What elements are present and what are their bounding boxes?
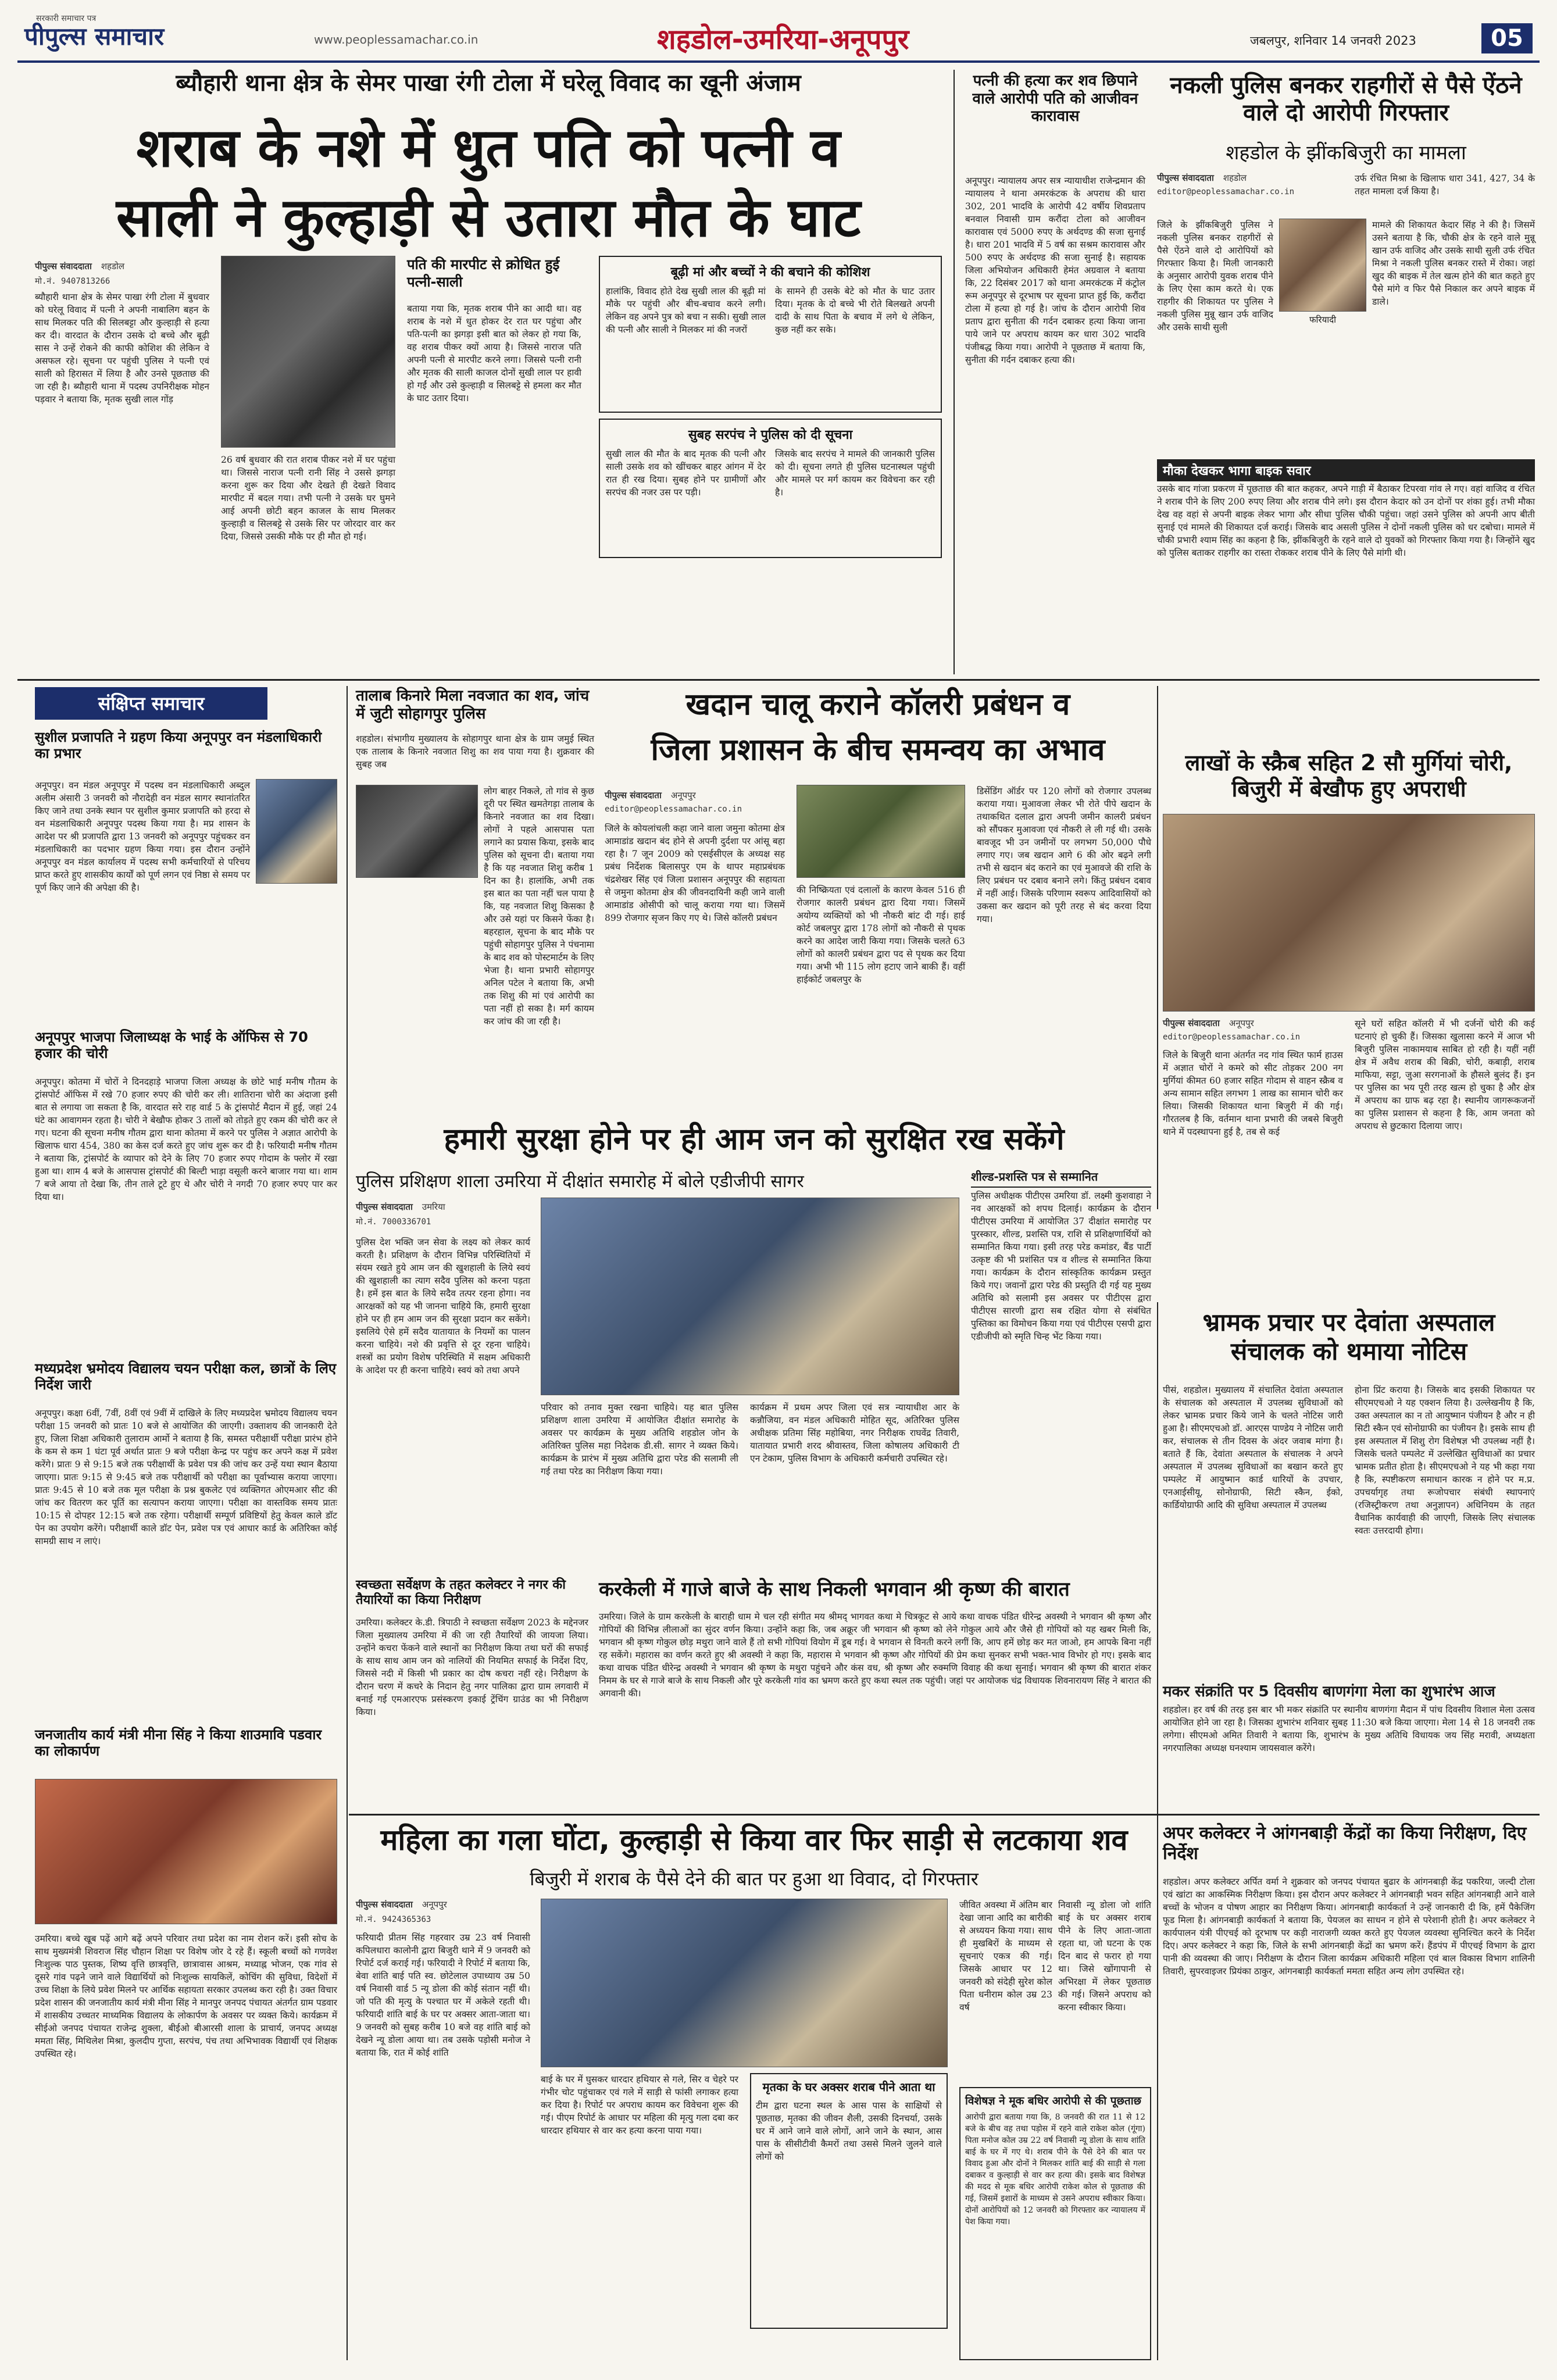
- byline-name: पीपुल्स संवाददाता: [605, 790, 662, 801]
- fair-head[interactable]: मकर संक्रांति पर 5 दिवसीय बाणगंगा मेला का शुभारंभ आज: [1163, 1683, 1495, 1700]
- masthead-rule: [17, 60, 1540, 63]
- colliery-email[interactable]: editor@peoplessamachar.co.in: [605, 805, 742, 814]
- pond-photo: [356, 785, 478, 878]
- box-2-text-a: सुखी लाल की मौत के बाद मृतक की पत्नी और साली उसके शव को खींचकर बाहर आंगन में देर रात ही रख दिया। सुबह होने पर ग्रामीणों और सरपंच की नजर उस पर पड़ी।: [606, 449, 766, 498]
- security-col-3: कार्यक्रम में प्रथम अपर जिला एवं सत्र न्यायाधीश आर के कन्नौजिया, वन मंडल अधिकारी मोहित सूद, अतिरिक्त पुलिस अधीक्षक प्रतिमा सिंह महोबिया, नगर निरीक्षक राघवेंद्र तिवारी, यातायात प्रभारी शरद श्रीवास्तव, जिला कोषालय अधिकारी टी एन टेकाम, पुलिस विभाग के अधिकारी कर्मचारी उपस्थित रहे।: [750, 1402, 959, 1464]
- lead-col-2: 26 वर्ष बुधवार की रात शराब पीकर नशे में घर पहुंचा था। जिससे नाराज पत्नी रानी सिंह ने उससे झगड़ा करना शुरू कर दिया और देखते ही देखते विवाद मारपीट में बदल गया। तभी पत्नी ने उसके घर घुमने आई अपनी छोटी बहन काजल के साथ मिलकर कुल्हाड़ी व सिलबट्टे से उसके सिर पर जोरदार वार कर दिया, जिससे उसकी मौके पर ही मौत हो गई।: [221, 455, 395, 542]
- lead-box-1: [599, 256, 942, 413]
- women-head[interactable]: महिला का गला घोंटा, कुल्हाड़ी से किया वार फिर साड़ी से लटकाया शव: [380, 1823, 1128, 1857]
- pond-head[interactable]: तालाब किनारे मिला नवजात का शव, जांच में जुटी सोहागपुर पुलिस: [356, 687, 590, 723]
- chicken-email[interactable]: editor@peoplessamachar.co.in: [1163, 1032, 1301, 1042]
- fake-police-col-a: उर्फ रंचित मिश्रा के खिलाफ धारा 341, 427, 34 के तहत मामला दर्ज किया है।: [1355, 173, 1535, 196]
- women-byline: [356, 1899, 530, 1910]
- website-url[interactable]: www.peoplessamachar.co.in: [314, 33, 478, 47]
- column-divider: [1157, 686, 1158, 1209]
- anganwadi-head[interactable]: अपर कलेक्टर ने आंगनबाड़ी केंद्रों का किया निरीक्षण, दिए निर्देश: [1163, 1823, 1527, 1864]
- edition-date: जबलपुर, शनिवार 14 जनवरी 2023: [1250, 34, 1416, 48]
- box-1-text-b: के सामने ही उसके बेटे को मौत के घाट उतार दिया। मृतक के दो बच्चे भी रोते बिलखते अपनी दादी के साथ पिता के बचाव में लगे थे लेकिन, कुछ नहीं कर सके।: [775, 286, 935, 335]
- lead-headline-1[interactable]: शराब के नशे में धुत पति को पत्नी व: [136, 117, 841, 179]
- brief-4-head[interactable]: जनजातीय कार्य मंत्री मीना सिंह ने किया शाउमावि पडवार का लोकार्पण: [35, 1727, 322, 1760]
- section-rule: [349, 1814, 1540, 1816]
- lead-headline-2[interactable]: साली ने कुल्हाड़ी से उतारा मौत के घाट: [116, 187, 861, 249]
- swachh-head[interactable]: स्वच्छता सर्वेक्षण के तहत कलेक्टर ने नगर की तैयारियों का किया निरीक्षण: [356, 1578, 566, 1607]
- colliery-col-1: जिले के कोयलांचली कहा जाने वाला जमुना कोतमा क्षेत्र आमाडांड खदान बंद होने से अपनी दुर्दशा पर आंसू बहा रहा है। 7 जून 2009 को एसईसीएल के अध्यक्ष सह प्रबंध निर्देशक बिलासपुर एम के थापर महाप्रबंधक चंद्रशेखर सिंह एवं जिला प्रशासन अनूपपुर की सहायता से जमुना कोतमा क्षेत्र की जीवनदायिनी कही जाने वाली आमाडांड ओसीपी को चालू कराया गया था। जिसमें 899 रोजगार सृजन किए गए थे। जिसे कॉलरी प्रबंधन: [605, 823, 785, 923]
- brief-3-body: अनूपपुर। कक्षा 6वीं, 7वीं, 8वीं एवं 9वीं में दाखिले के लिए मध्यप्रदेश भ्रमोदय विद्यालय चयन परीक्षा 15 जनवरी को प्रातः 10 बजे से आयोजित की जाएगी। उक्ताशय की जानकारी देते हुए, जिला शिक्षा अधिकारी तुलाराम आर्मो ने बताया है कि, समस्त परीक्षार्थी परीक्षा प्रारंभ होने के कम से कम 1 घंटा पूर्व अर्थात प्रातः 9 बजे परीक्षा केन्द्र पर पहुंच कर अपने कक्ष में प्रवेश करेंगे। प्रातः 9 से 9:15 बजे तक परीक्षार्थी के प्रवेश पत्र की जांच कर उन्हें यथा स्थान बैठाया जाएगा। प्रातः 9:15 से 9:45 बजे तक परीक्षार्थी को परीक्षा का पूर्वाभ्यास कराया जाएगा। प्रातः 9:45 से 10 बजे तक मूल परीक्षा के प्रश्न बुकलेट एवं व्यक्तिगत ओएमआर सीट की जांच कर वितरण कर पूर्ति का सत्यापन कराया जाएगा। परीक्षा का वास्तविक समय प्रातः 10:15 से दोपहर 12:15 बजे तक रहेगा। परीक्षार्थी सम्पूर्ण प्रविष्टियों हेतु केवल काले डॉट पेन का उपयोग करेंगे। परीक्षार्थी काले डॉट पेन, प्रवेश पत्र एवं आधार कार्ड के अतिरिक्त कोई सामग्री साथ न लाएं।: [35, 1408, 337, 1546]
- logo-text: पीपुल्स समाचार: [24, 22, 165, 51]
- chicken-byline: [1163, 1017, 1349, 1029]
- brief-3-head[interactable]: मध्यप्रदेश भ्रमोदय विद्यालय चयन परीक्षा कल, छात्रों के लिए निर्देश जारी: [35, 1360, 337, 1393]
- lead-col-3: बताया गया कि, मृतक शराब पीने का आदी था। वह शराब के नशे में धुत होकर देर रात घर पहुंचा और पति-पत्नी का झगड़ा इसी बात को लेकर हो गया कि, वह शराब पीकर क्यों आया है। जिससे नाराज पति अपनी पत्नी से मारपीट करने लगा। जिससे पत्नी रानी और मृतक की साली काजल दोनों सुखी लाल पर हावी हो गईं और उसे कुल्हाड़ी व सिलबट्टे से हमला कर मौत के घाट उतार दिया।: [407, 303, 581, 403]
- box-1-text-a: हालांकि, विवाद होते देख सुखी लाल की बूढ़ी मां मौके पर पहुंची और बीच-बचाव करने लगी। लेकिन वह अपने पुत्र को बचा न सकी। सुखी लाल की पत्नी और साली ने मिलकर मां की नजरों: [606, 286, 766, 335]
- lead-photo: [221, 256, 395, 448]
- chicken-col-1: जिले के बिजुरी थाना अंतर्गत नद गांव स्थित फार्म हाउस में अज्ञात चोरों ने कमरे को सीट तोड़कर 200 नग मुर्गियां कीमत 60 हजार सहित गोदाम से वाहन स्क्रैब व अन्य सामान सहित लगभग 1 लाख का सामान चोरी कर लिया। जिसकी शिकायत थाना बिजुरी में की गई। गौरतलब है कि, वर्तमान थाना प्रभारी की जबसे बिजुरी थाने में पदस्थापना हुई है, तब से कई: [1163, 1050, 1343, 1137]
- security-mobile: मो.नं. 7000336701: [356, 1217, 431, 1227]
- brief-4-photo: [35, 1779, 337, 1924]
- colliery-col-3: डिसेंडिंग ऑर्डर पर 120 लोगों को रोजगार उपलब्ध कराया गया। मुआवजा लेकर भी रोते पीपे खदान के तथाकथित दलाल द्वारा अपनी जमीन कालरी प्रबंधन को सौंपकर मुआवजा एवं नौकरी ले ली गई थी। उसके बावजूद भी उन जमीनों पर लगभग 50,000 पौधे लगाए गए। जब खदान आगे 6 की ओर बढ़ने लगी तभी से खदान बंद कराने का एवं मुआवजे की राशि के लिए प्रबंधन पर दबाव बनाने लगे। किंतु प्रबंधन दबाव में नहीं आई। जिसके परिणाम स्वरूप आदिवासियों को उकसा कर खदान को पूरी तरह से बंद करवा दिया गया।: [977, 786, 1151, 924]
- byline-place: शहडोल: [101, 261, 125, 271]
- byline-name: पीपुल्स संवाददाता: [1163, 1018, 1220, 1028]
- fake-police-col-c: मामले की शिकायत केदार सिंह ने की है। जिसमें उसने बताया है कि, चौकी क्षेत्र के रहने वाले मुन्नू खान उर्फ वाजिद और उसके साथी सुली उर्फ रंचित मिश्रा ने नकली पुलिस बनकर रास्ते में रोका। जहां खुद की बाइक में तेल खत्म होने की बात कहते हुए पैसे मांगे व फिर पैसे निकाल कर अपने बाइक में डाले।: [1372, 220, 1535, 307]
- hospital-col-1: पीसं, शहडोल। मुख्यालय में संचालित देवांता अस्पताल के संचालक को अस्पताल में उपलब्ध सुविधाओं को लेकर भ्रामक प्रचार किये जाने के चलते नोटिस जारी हुआ है। सीएमएचओ डॉ. आरएस पाण्डेय ने नोटिस जारी कर, संचालक से तीन दिवस के अंदर जवाब मांगा है। बताते हैं कि, देवांता अस्पताल के संचालक ने अपने अस्पताल में उपलब्ध सुविधाओं का बखान करते हुए पम्पलेट में आयुष्मान कार्ड धारियों के उपचार, एनआईसीयू, सोनोग्राफी, सिटी स्कैन, ईको, कार्डियोग्राफी आदि की सुविधा अस्पताल में उपलब्ध: [1163, 1385, 1343, 1510]
- women-box-body: टीम द्वारा घटना स्थल के आस पास के साक्षियों से पूछताछ, मृतका की जीवन शैली, उसकी दिनचर्या, उसके घर में आने जाने वाले लोगों, आने जाने के स्थान, आस पास के सीसीटीवी कैमरों तथा उससे मिलने जुलने वाले लोगों को: [756, 2100, 942, 2162]
- masthead: [0, 0, 1557, 64]
- brief-label: संक्षिप्त समाचार: [35, 687, 267, 720]
- life-sentence-body: अनूपपुर। न्यायालय अपर सत्र न्यायाधीश राजेन्द्रमान की न्यायालय ने थाना अमरकंटक के अपराध की धारा 302, 201 भादवि के आरोपी 42 वर्षीय शिवप्रताप बनवाल निवासी ग्राम करौंदा टोला को आजीवन कारावास एवं 5000 रुपए के अर्थदण्ड की सजा सुनाई है। धारा 201 भादवि में 5 वर्ष का सश्रम कारावास और 500 रुपए के अर्थदण्ड की सजा सुनाई है। सहायक जिला अभियोजन अधिकारी हेमंत अग्रवाल ने बताया कि, 22 दिसंबर 2017 को थाना अमरकंटक में कंट्रोल रूम अनूपपुर से दूरभाष पर सूचना प्राप्त हुई कि, करौंदा टोला में हत्या हो गई है। जांच के दौरान आरोपी शिव प्रताप द्वारा सुनीता की गर्दन दबाकर हत्या किया जाना पाये जाने पर अपराध कायम कर धारा 302 भादवि पंजीबद्ध किया गया। आरोपी ने पूछताछ में बताया कि, सुनीता की गर्दन दबाकर हत्या की।: [965, 176, 1145, 365]
- byline-place: अनूपपुर: [422, 1899, 447, 1910]
- pond-body-b: लोग बाहर निकले, तो गांव से कुछ दूरी पर स्थित खमतेगड़ा तालाब के किनारे नवजात का शव दिखा। लोगों ने पहले आसपास पता लगाने का प्रयास किया, इसके बाद पुलिस को सूचना दी। बताया गया है कि यह नवजात शिशु करीब 1 दिन का है। हालांकि, अभी तक इस बात का पता नहीं चल पाया है कि, यह नवजात शिशु किसका है और उसे यहां पर किसने फेंका है। बहरहाल, सूचना के बाद मौके पर पहुंची सोहागपुर पुलिस ने पंचनामा के बाद शव को पोस्टमार्टम के लिए भेजा है। थाना प्रभारी सोहागपुर अनिल पटेल ने बताया कि, अभी तक शिशु की मां एवं आरोपी का पता नहीं हो सका है। मर्ग कायम कर जांच की जा रही है।: [484, 786, 594, 1027]
- byline-name: पीपुल्स संवाददाता: [35, 261, 92, 271]
- women-photo: [541, 1899, 948, 2067]
- fake-police-email[interactable]: editor@peoplessamachar.co.in: [1157, 187, 1295, 196]
- women-col-1: फरियादी प्रीतम सिंह गहरवार उम्र 23 वर्ष निवासी कपिलधारा कालोनी द्वारा बिजुरी थाने में 9 जनवरी को रिपोर्ट दर्ज कराई गई। फरियादी ने रिपोर्ट में बताया कि, बेवा शांति बाई पति स्व. छोटेलाल उपाध्याय उम्र 50 वर्ष निवासी वार्ड 5 न्यू डोला की कोई संतान नहीं थी। जो पति की मृत्यु के पश्चात घर में अकेले रहती थी। फरियादी शांति बाई के घर पर अक्सर आता-जाता था। 9 जनवरी को सुबह करीब 10 बजे वह शांति बाई को देखने न्यू डोला आया था। तब उसके पड़ोसी मनोज ने बताया कि, रात में कोई शांति: [356, 1932, 530, 2058]
- women-col-3: जीवित अवस्था में अंतिम बार देखा जाना आदि का बारीकी से अध्ययन किया गया। साथ ही मुखबिरों के माध्यम से सूचनाएं एकत्र की गई। जिसके आधार पर 12 जनवरी को संदेही सुरेश कोल पिता धनीराम कोल उम्र 23 वर्ष: [959, 1900, 1052, 2013]
- security-shield-head: शील्ड-प्रशस्ति पत्र से सम्मानित: [971, 1168, 1151, 1188]
- shakti-body: उमरिया। जिले के ग्राम करकेली के बाराही धाम मे चल रही संगीत मय श्रीमद् भागवत कथा मे चित्रकूट से आये कथा वाचक पंडित धीरेन्द्र अवस्थी ने भगवान श्री कृष्ण और गोपियों की विभिन्न लीलाओं का सुंदर वर्णन किया। उन्होंने कहा कि, जब अक्रूर जी भगवान श्री कृष्ण को लेने गोकुल आये और जैसे ही गोपियों को यह खबर मिली कि, भगवान श्री कृष्ण गोकुल छोड़ मथुरा जाने वाले हैं तो सभी गोपियां वियोग में डूब गई। वे भगवान से विनती करने लगीं कि, आप हमें छोड़ कर मत जाओ, हम आपके बिना नहीं रह सकेंगे। महारास का वर्णन करते हुए श्री अवस्थी ने कहा कि, महारास मे भगवान श्री कृष्ण और गोपियों की प्रेम कथा सुनकर सभी भक्त-भाव विभोर हो गए। इसके बाद कथा वाचक पंडित धीरेन्द्र अवस्थी ने भगवान श्री कृष्ण के मथुरा पहुंचने और कंस वध, श्री कृष्ण और रुक्मणि विवाह की कथा सुनाई। भगवान श्री कृष्ण की बारात शंकर निमम के घर से गाजे बाजे के साथ निकली और पूरे करकेली गांव का भ्रमण करते हुए कथा स्थल तक पहुंची। जहां पर आयोजक चंद्र विधायक शिवनारायण सिंह ने बारात की अगवानी की।: [599, 1611, 1151, 1699]
- women-col-4: निवासी न्यू डोला जो शांति बाई के घर अक्सर शराब पीने के लिए आता-जाता रहता था, जो घटना के एक दिन बाद से फरार हो गया था। जिसे खोंगापानी से अभिरक्षा में लेकर पूछताछ की गई। जिसने अपराध को करना स्वीकार किया।: [1058, 1900, 1151, 2013]
- box-2-text-b: जिसके बाद सरपंच ने मामले की जानकारी पुलिस को दी। सूचना लगते ही पुलिस घटनास्थल पहुंची और मामले पर मर्ग कायम कर विवेचना कर रही है।: [775, 449, 935, 498]
- colliery-photo: [797, 785, 965, 878]
- lead-kicker[interactable]: ब्यौहारी थाना क्षेत्र के सेमर पाखा रंगी टोला में घरेलू विवाद का खूनी अंजाम: [176, 70, 801, 97]
- logo-tagline: सरकारी समाचार पत्र: [36, 14, 97, 23]
- women-mobile: मो.नं. 9424365363: [356, 1915, 431, 1924]
- security-col-1: पुलिस देश भक्ति जन सेवा के लक्ष्य को लेकर कार्य करती है। प्रशिक्षण के दौरान विभिन्न परिस्थितियों में संयम रखते हुये आम जन की खुशहाली के लिये स्वयं की खुशहाली का त्याग सदैव पुलिस को करना पड़ता है। हमें इस बात के लिये सदैव तत्पर रहना होगा। नव आरक्षकों को यह भी जानना चाहिये कि, हमारी सुरक्षा होने पर ही हम आम जन की सुरक्षा प्रदान कर सकेंगे। इसलिये ऐसे हमें सदैव यातायात के नियमों का पालन करना चाहिये। नशे की प्रवृत्ति से दूर रहना चाहिये। शस्त्रों का प्रयोग विशेष परिस्थिति में सक्षम अधिकारी के आदेश पर ही करना चाहिये। स्वयं को तथा अपने: [356, 1237, 530, 1375]
- lead-col-1: ब्यौहारी थाना क्षेत्र के सेमर पाखा रंगी टोला में बुधवार को घरेलू विवाद में पत्नी ने अपनी नाबालिग बहन के साथ मिलकर पति की सिलबट्टा और कुल्हाड़ी से हत्या कर दी। वारदात के दौरान उसके दो बच्चे और बूढ़ी सास ने उन्हें रोकने की काफी कोशिश की लेकिन वे असफल रहे। सूचना पर पहुंची पुलिस ने पत्नी एवं साली को हिरासत में लिया है और उनसे पूछताछ की जा रही है। ब्यौहारी थाना में पदस्थ उपनिरीक्षक मोहन पड़वार ने बताया कि, मृतक सुखी लाल गोंड़: [35, 292, 209, 405]
- byline-name: पीपुल्स संवाददाता: [356, 1202, 413, 1212]
- chicken-col-2: सूने घरों सहित कॉलरी में भी दर्जनों चोरी की कई घटनाएं हो चुकी हैं। जिसका खुलासा करने में आज भी बिजुरी पुलिस नाकामयाब साबित हो रही है। यहीं नहीं क्षेत्र में अवैध शराब की बिक्री, चोरी, कबाड़ी, शराब माफिया, सट्टा, जुआ सरगनाओं के हौसले बुलंद हैं। इन पर पुलिस का भय पूरी तरह खत्म हो चुका है और क्षेत्र में अपराध का ग्राफ बढ़ रहा है। स्थानीय जागरूकजनों का पुलिस प्रशासन से कहना है कि, आम जनता को अपराध से छुटकारा दिलाया जाए।: [1355, 1019, 1535, 1131]
- security-head[interactable]: हमारी सुरक्षा होने पर ही आम जन को सुरक्षित रख सकेंगे: [444, 1122, 1065, 1157]
- colliery-byline: [605, 789, 791, 801]
- chicken-head[interactable]: लाखों के स्क्रैब सहित 2 सौ मुर्गियां चोरी, बिजुरी में बेखौफ हुए अपराधी: [1185, 750, 1513, 802]
- pond-body-a: शहडोल। संभागीय मुख्यालय के सोहागपुर थाना क्षेत्र के ग्राम जमुई स्थित एक तालाब के किनारे नवजात शिशु का शव पाया गया है। शुक्रवार की सुबह जब: [356, 734, 594, 770]
- women-box-2-body: आरोपी द्वारा बताया गया कि, 8 जनवरी की रात 11 से 12 बजे के बीच वह तथा पड़ोस में रहने वाले राकेश कोल (गूंगा) पिता मनोज कोल उम्र 22 वर्ष निवासी न्यू डोला के साथ शांति बाई के घर में गए थे। शराब पीने के पैसे देने की बात पर विवाद हुआ और दोनों ने मिलकर शांति बाई की साड़ी से गला दबाकर व कुल्हाड़ी से वार कर हत्या की। इसके बाद विशेषज्ञ की मदद से मूक बधिर आरोपी राकेश कोल से पूछताछ की गई, जिसमें इशारों के माध्यम से उसने अपराध स्वीकार किया। दोनों आरोपियों को 12 जनवरी को गिरफ्तार कर न्यायालय में पेश किया गया।: [965, 2113, 1145, 2227]
- women-box: [750, 2073, 948, 2329]
- page-number: 05: [1481, 23, 1533, 53]
- shakti-head[interactable]: करकेली में गाजे बाजे के साथ निकली भगवान श्री कृष्ण की बारात: [599, 1578, 1070, 1601]
- brief-1-head[interactable]: सुशील प्रजापति ने ग्रहण किया अनूपपुर वन मंडलाधिकारी का प्रभार: [35, 729, 322, 762]
- hospital-head[interactable]: भ्रामक प्रचार पर देवांता अस्पताल संचालक को थमाया नोटिस: [1202, 1308, 1495, 1366]
- byline-name: पीपुल्स संवाददाता: [1157, 173, 1214, 183]
- brief-2-body: अनूपपुर। कोतमा में चोरों ने दिनदहाड़े भाजपा जिला अध्यक्ष के छोटे भाई मनीष गौतम के ट्रांसपोर्ट ऑफिस में रखे 70 हजार रुपए की चोरी कर ली। शातिराना चोरी का अंदाजा इसी बात से लगाया जा सकता है कि, वारदात सरे राह वार्ड 5 के ट्रांसपोर्ट मैदान में हुई, जहां 24 घंटे का आवागमन रहता है। चोरी ने बेखौफ होकर 3 तालों को तोड़ते हुए रकम की चोरी कर ले गए। घटना की सूचना मनीष गौतम द्वारा थाना कोतमा में करने पर पुलिस ने अज्ञात आरोपी के खिलाफ धारा 454, 380 का केस दर्ज करते हुए जांच शुरू कर दी है। फरियादी मनीष गौतम ने बताया कि, ट्रांसपोर्ट के व्यापार को देने के लिए 70 हजार रुपए गोदाम के फ्लोर में रखा हुआ था। शाम 4 बजे के आसपास ट्रांसपोर्ट की बिल्टी भाड़ा वसूली करने बाजार गया था। शाम 7 बजे आया तो देखा कि, तीन ताले टूटे हुए थे और चोरी ने नगदी 70 हजार रुपए पार कर दिया था।: [35, 1077, 337, 1202]
- colliery-head-1[interactable]: खदान चालू कराने कॉलरी प्रबंधन व: [685, 687, 1070, 722]
- women-box-2-head: विशेषज्ञ ने मूक बधिर आरोपी से की पूछताछ: [965, 2095, 1141, 2107]
- swachh-body: उमरिया। कलेक्टर के.डी. त्रिपाठी ने स्वच्छता सर्वेक्षण 2023 के मद्देनजर जिला मुख्यालय उमरिया में की जा रही तैयारियों की जायजा लिया। उन्होंने कचरा फेंकने वाले स्थानों का निरीक्षण किया तथा घरों की सफाई के साथ साथ आम जन को नालियों की नियमित सफाई के निर्देश दिए, जिससे नदी में किसी भी प्रकार का दोष कचरा नहीं रहे। निरीक्षण के दौरान चरण में कचरे के निदान हेतु नगर पालिका द्वारा ग्राम लगवारी में बनाई गई एमआरएफ प्रसंस्करण इकाई ट्रेंचिंग ग्राउंड का भी निरीक्षण किया।: [356, 1617, 588, 1717]
- security-shield-body: पुलिस अधीक्षक पीटीएस उमरिया डॉ. लक्ष्मी कुशवाहा ने नव आरक्षकों को शपथ दिलाई। कार्यक्रम के दौरान पीटीएस उमरिया में आयोजित 37 दीक्षांत समारोह पर पुरस्कार, शील्ड, प्रशस्ति पत्र, राशि से प्रशिक्षणार्थियों को सम्मानित किया गया। इसी तरह परेड कमांडर, बैंड पार्टी उत्कृष्ट की भी प्रशंसित पत्र व शील्ड से सम्मानित किया गया। कार्यक्रम के दौरान सांस्कृतिक कार्यक्रम प्रस्तुत किये गए। जवानों द्वारा परेड की प्रस्तुति दी गई यह मुख्य अतिथि को सलामी इस अवसर पर पीटीएस द्वारा पीटीएस सारणी द्वारा सब रक्षित योगा से संबंधित पुस्तिका का विमोचन किया गया एवं पीटीएस एसपी द्वारा एडीजीपी को स्मृति चिन्ह भेंट किया गया।: [971, 1191, 1151, 1342]
- fake-police-head[interactable]: नकली पुलिस बनकर राहगीरों से पैसे ऐंठने वाले दो आरोपी गिरफ्तार: [1170, 72, 1522, 127]
- fake-police-sub: शहडोल के झींकबिजुरी का मामला: [1226, 141, 1466, 165]
- security-col-2: परिवार को तनाव मुक्त रखना चाहिये। यह बात पुलिस प्रशिक्षण शाला उमरिया में आयोजित दीक्षांत समारोह के अवसर पर कार्यक्रम के मुख्य अतिथि शहडोल जोन के अतिरिक्त पुलिस महा निदेशक डी.सी. सागर ने व्यक्त किये। कार्यक्रम के प्रारंभ में मुख्य अतिथि द्वारा परेड की सलामी ली गई तथा परेड का निरीक्षण किया गया।: [541, 1402, 738, 1477]
- women-box-head: मृतका के घर अक्सर शराब पीने आता था: [762, 2080, 935, 2094]
- women-sub: बिजुरी में शराब के पैसे देने की बात पर हुआ था विवाद, दो गिरफ्तार: [530, 1868, 979, 1890]
- brief-2-head[interactable]: अनूपपुर भाजपा जिलाध्यक्ष के भाई के ऑफिस से 70 हजार की चोरी: [35, 1029, 308, 1062]
- colliery-col-2: की निष्क्रियता एवं दलालों के कारण केवल 516 ही रोजगार कालरी प्रबंधन द्वारा दिया गया। जिसमें अयोग्य व्यक्तियों को भी नौकरी बांट दी गई। हाई कोर्ट जबलपुर द्वारा 178 लोगों को नौकरी से पृथक करने का आदेश जारी किया गया। जिसके चलते 63 लोगों को कालरी प्रबंधन द्वारा पद से पृथक कर दिया गया। अभी भी 115 लोग हटाए जाने बाकी हैं। वहीं हाईकोर्ट जबलपुर के: [797, 885, 965, 985]
- byline-place: शहडोल: [1223, 173, 1247, 183]
- chicken-photo: [1163, 814, 1535, 1012]
- box-1-head: बूढ़ी मां और बच्चों ने की बचाने की कोशिश: [670, 265, 870, 280]
- section-title: शहडोल-उमरिया-अनूपपुर: [657, 23, 909, 56]
- logo[interactable]: [24, 13, 164, 51]
- box-2-head: सुबह सरपंच ने पुलिस को दी सूचना: [688, 428, 853, 442]
- security-byline: [356, 1201, 530, 1213]
- byline-place: अनूपपुर: [1229, 1018, 1254, 1028]
- brief-1-photo: [256, 779, 337, 884]
- life-sentence-head[interactable]: पत्नी की हत्या कर शव छिपाने वाले आरोपी पति को आजीवन कारावास: [972, 72, 1138, 126]
- fake-police-sub-body: उसके बाद गांजा प्रकरण में पूछताछ की बात कहकर, अपने गाड़ी में बैठाकर टिपरवा गांव ले गए। वहां वाजिद व रंचित ने शराब पीने के लिए 200 रुपए लिया और शराब पीने लगे। इस दौरान केदार को उन दोनों पर शंका हुई। तभी मौका देख वह वहां से अपनी बाइक लेकर भागा और सीधा पुलिस चौकी पहुंचा। जहां उसने पुलिस को अपनी आप बीती सुनाई एवं मामले की शिकायत दर्ज कराई। जिसके बाद असली पुलिस ने दोनों नकली पुलिस को धर दबोचा। मामले में चौकी प्रभारी श्याम सिंह का कहना है कि, झींकबिजुरी के रहने वाले दो युवकों को गिरफ्तार किया गया है। जिन्होंने खुद को पुलिस बताकर राहगीर का रास्ता रोककर शराब पीने के लिए पैसे मांगी थी।: [1157, 484, 1535, 558]
- security-sub: पुलिस प्रशिक्षण शाला उमरिया में दीक्षांत समारोह में बोले एडीजीपी सागर: [356, 1171, 804, 1192]
- byline-name: पीपुल्स संवाददाता: [356, 1899, 413, 1910]
- column-divider: [954, 70, 955, 674]
- fake-police-col-b: जिले के झींकबिजुरी पुलिस ने नकली पुलिस बनकर राहगीरों से पैसे ऐंठने वाले दो आरोपियों को गिरफ्तार किया है। मिली जानकारी के अनुसार आरोपी युवक शराब पीने के लिए ऐसा काम करते थे। एक राहगीर की शिकायत पर पुलिस ने नकली पुलिस मुन्नू खान उर्फ वाजिद और उसके साथी सुली: [1157, 220, 1273, 333]
- column-divider: [347, 686, 348, 2360]
- fair-body: शहडोल। हर वर्ष की तरह इस बार भी मकर संक्रांति पर स्थानीय बाणगंगा मैदान में पांच दिवसीय विशाल मेला उत्सव आयोजित होने जा रहा है। जिसका शुभारंभ शनिवार सुबह 11:30 बजे किया जाएगा। मेला 14 से 18 जनवरी तक लगेगा। सीएमओ अमित तिवारी ने बताया कि, शुभारंभ के मुख्य अतिथि विधायक जय सिंह मरावी, अध्यक्षता नगरपालिका अध्यक्ष घनश्याम जायसवाल करेंगे।: [1163, 1704, 1535, 1753]
- hospital-col-2: होना प्रिंट कराया है। जिसके बाद इसकी शिकायत पर सीएमएचओ ने यह एक्शन लिया है। उल्लेखनीय है कि, उक्त अस्पताल का न तो आयुष्मान पंजीयन है और न ही सिटी स्कैन एवं सोनोग्राफी का पंजीयन है। इसके साथ ही इस अस्पताल में शिशु रोग विशेषज्ञ भी उपलब्ध नहीं है। जिसके चलते पम्पलेट में उल्लेखित सुविधाओं का प्रचार भ्रामक प्रतीत होता है। सीएमएचओ ने यह भी कहा गया है कि, स्पष्टीकरण समाधान कारक न होने पर म.प्र. उपचर्यागृह तथा रूजोपचार संबंधी स्थापनाएं (रजिस्ट्रीकरण तथा अनुज्ञापन) अधिनियम के तहत वैधानिक कार्यवाही की जाएगी, जिसके लिए संचालक स्वतः उत्तरदायी होगा।: [1355, 1385, 1535, 1536]
- lead-subhead: पति की मारपीट से क्रोधित हुई पत्नी-साली: [407, 256, 560, 290]
- fake-police-byline: [1157, 172, 1343, 184]
- section-rule: [17, 679, 1540, 681]
- column-divider: [1157, 1302, 1158, 2360]
- byline-place: उमरिया: [422, 1202, 445, 1212]
- brief-4-body: उमरिया। बच्चे खूब पढ़ें आगे बढ़ें अपने परिवार तथा प्रदेश का नाम रोशन करें। इसी सोच के साथ मुख्यमंत्री शिवराज सिंह चौहान शिक्षा पर विशेष जोर दे रहे हैं। स्कूली बच्चों को गणवेश निःशुल्क पाठ पुस्तक, शिष्य वृत्ति छात्रवृत्ति, छात्रावास आश्रम, मध्याह्न भोजन, एक गांव से दूसरे गांव पढ़ने जाने वाले विद्यार्थियों को निःशुल्क सायकिलें, कोचिंग की सुविधा, विदेशों में उच्च शिक्षा के लिये प्रवेश मिलने पर आर्थिक सहायता सरकार उपलब्ध करा रही है। उक्त विचार प्रदेश शासन की जनजातीय कार्य मंत्री मीना सिंह ने मानपुर जनपद पंचायत अंतर्गत ग्राम पडवार में शासकीय उच्चतर माध्यमिक विद्यालय के लोकार्पण के अवसर पर व्यक्त किये। कार्यक्रम में सीईओ जनपद पंचायत राजेन्द्र शुक्ला, बीईओ बीआरसी शाला के प्राचार्य, जनपद अध्यक्ष ममता सिंह, मिथिलेश मिश्रा, कुलदीप गुप्ता, सरपंच, पंच तथा अभिभावक विद्यार्थी एवं शिक्षक उपस्थित रहे।: [35, 1934, 337, 2059]
- colliery-head-2[interactable]: जिला प्रशासन के बीच समन्वय का अभाव: [651, 732, 1105, 767]
- fake-police-photo-caption: फरियादी: [1309, 315, 1337, 325]
- brief-1-body: अनूपपुर। वन मंडल अनूपपुर में पदस्थ वन मंडलाधिकारी अब्दुल अलीम अंसारी 3 जनवरी को नौरादेही वन मंडल सागर स्थानांतरित किए जाने तथा उनके स्थान पर सुशील कुमार प्रजापति को हरदा से वन मंडलाधिकारी अनूपपुर पदस्थ किया गया है। मप्र शासन के आदेश पर श्री प्रजापति द्वारा 13 जनवरी को अनूपपुर पहुंचकर वन मंडलाधिकारी का पदभार ग्रहण किया गया। इस दौरान उन्होंने अनूपपुर वन मंडल कार्यालय में पदस्थ सभी कर्मचारियों से परिचय प्राप्त करते हुए शासकीय कार्यों को पूर्ण लगन एवं निष्ठा से समय पर पूर्ण किए जाने की अपेक्षा की है।: [35, 780, 250, 893]
- byline-mobile: मो.नं. 9407813266: [35, 277, 110, 286]
- byline-place: अनूपपुर: [670, 790, 696, 801]
- lead-byline: [35, 260, 209, 272]
- fake-police-subhead: मौका देखकर भागा बाइक सवार: [1157, 459, 1535, 481]
- security-photo: [541, 1198, 959, 1395]
- lead-box-2: [599, 419, 942, 558]
- fake-police-photo: [1279, 219, 1366, 312]
- women-col-2: बाई के घर में घुसकर धारदार हथियार से गले, सिर व चेहरे पर गंभीर चोट पहुंचाकर एवं गले में साड़ी से फांसी लगाकर हत्या कर दिया है। रिपोर्ट पर अपराध कायम कर विवेचना शुरू की गई। पीएम रिपोर्ट के आधार पर महिला की मृत्यु गला दबा कर धारदार हथियार से वार कर हत्या करना पाया गया।: [541, 2074, 738, 2136]
- women-box-2: [959, 2087, 1151, 2360]
- anganwadi-body: शहडोल। अपर कलेक्टर अर्पित वर्मा ने शुक्रवार को जनपद पंचायत बुढार के आंगनबाड़ी केंद्र पकरिया, जल्दी टोला एवं खांटा का आकस्मिक निरीक्षण किया। इस दौरान अपर कलेक्टर ने आंगनबाड़ी भवन सहित आंगनबाड़ी आने वाले बच्चों के भोजन व पोषण आहार का निरीक्षण किया। आंगनबाड़ी कार्यकर्ता ने उन्हें जानकारी दी कि, हमें पैकेजिंग फूड मिला है। आंगनबाड़ी कार्यकर्ता ने बताया कि, पेयजल का साधन न होने से परेशानी होती है। अपर कलेक्टर ने कार्यपालन यंत्री पीएचई को दूरभाष पर कड़ी नाराजगी व्यक्त करते हुए पेयजल व्यवस्था सुनिश्चित करने के निर्देश दिए। अपर कलेक्टर ने कहा कि, जिले के सभी आंगनबाड़ी केंद्रों का भ्रमण करें। हैंडपंप में पीएचई विभाग के द्वारा पानी की व्यवस्था की जाए। निरीक्षण के दौरान जिला कार्यक्रम अधिकारी महिला एवं बाल विकास विभाग शालिनी तिवारी, सुपरवाइजर प्रियंका ठाकुर, आंगनबाड़ी कार्यकर्ता ममता सहित अन्य लोग उपस्थित रहे।: [1163, 1877, 1535, 1977]
